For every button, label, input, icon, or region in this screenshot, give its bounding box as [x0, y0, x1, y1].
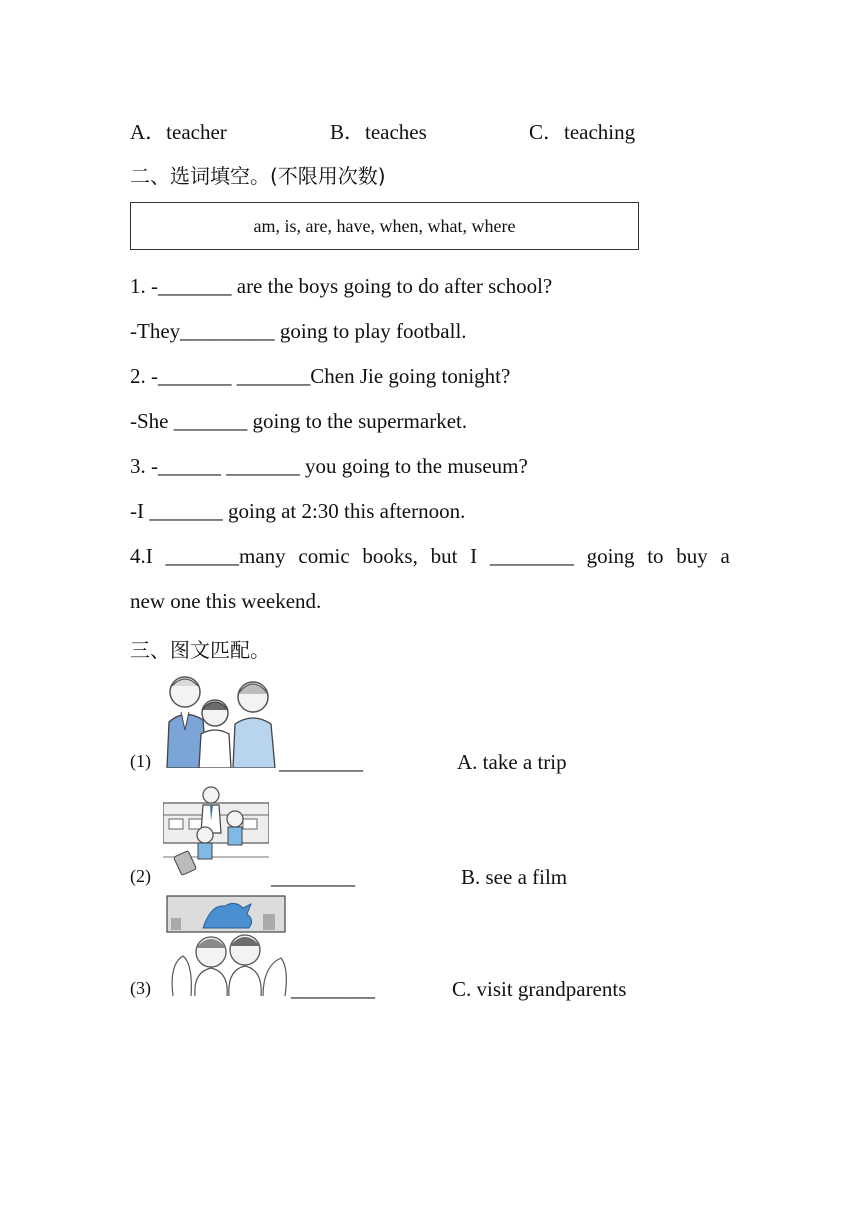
q4-word: to [647, 544, 664, 568]
q4-word: but [430, 544, 458, 568]
item-2-blank: ________ [271, 865, 355, 889]
choice-b: B．teaches [330, 120, 427, 144]
q4-word: _______many [165, 544, 286, 568]
answer-1: -They_________ going to play football. [130, 319, 467, 343]
q4-word: comic [298, 544, 350, 568]
word-bank [130, 202, 639, 250]
item-1-number: (1) [130, 751, 151, 771]
item-3-number: (3) [130, 978, 151, 998]
trip-picture [163, 785, 269, 886]
question-3: 3. -______ _______ you going to the museum? [130, 454, 528, 478]
q4-word: going [586, 544, 635, 568]
item-2-number: (2) [130, 866, 151, 886]
answer-2: -She _______ going to the supermarket. [130, 409, 468, 433]
film-picture [163, 894, 289, 1001]
option-a: A. take a trip [457, 750, 567, 774]
q4-word: books, [362, 544, 418, 568]
q4-word: buy [676, 544, 708, 568]
q4-word: a [720, 544, 730, 568]
q4-word: I [470, 544, 478, 568]
option-b: B. see a film [461, 865, 568, 889]
choice-a: A．teacher [130, 120, 227, 144]
option-c: C. visit grandparents [452, 977, 627, 1001]
word-bank-text: am, is, are, have, when, what, where [253, 215, 516, 236]
q4-word: 4.I [130, 544, 153, 568]
question-4-line2: new one this weekend. [130, 589, 322, 613]
choice-c: C．teaching [529, 120, 636, 144]
grandparents-picture [163, 670, 278, 773]
item-1-blank: ________ [279, 750, 363, 774]
question-2: 2. -_______ _______Chen Jie going tonight? [130, 364, 511, 388]
section2-heading: 二、选词填空。(不限用次数) [130, 164, 386, 188]
item-3-blank: ________ [291, 977, 375, 1001]
q4-word: ________ [489, 544, 574, 568]
answer-3: -I _______ going at 2:30 this afternoon. [130, 499, 466, 523]
question-1: 1. -_______ are the boys going to do after school? [130, 274, 553, 298]
question-4 [130, 544, 730, 569]
section3-heading: 三、图文匹配。 [130, 638, 270, 662]
